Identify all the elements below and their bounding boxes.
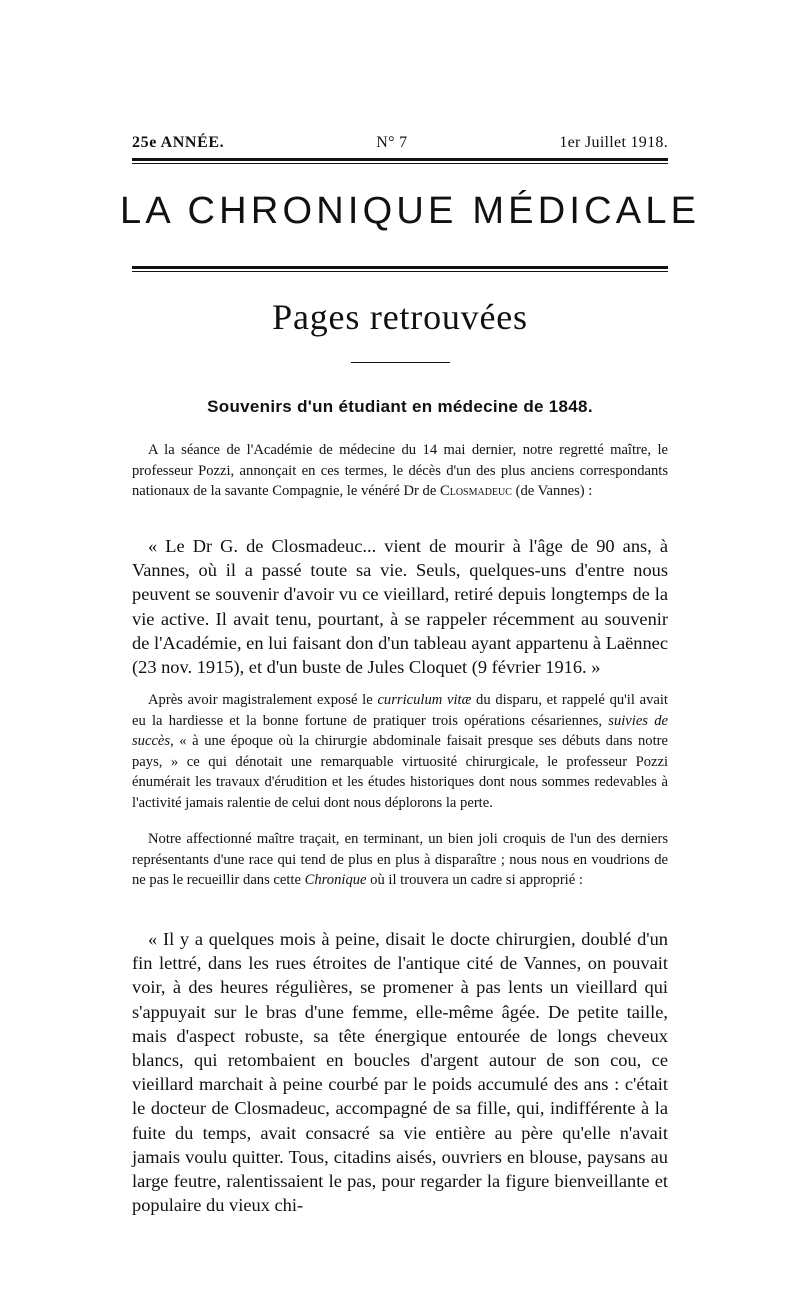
title-rule-thin	[132, 271, 668, 272]
issue-number: N° 7	[376, 134, 408, 151]
paragraph-quote-2: « Il y a quelques mois à peine, disait le docte chirurgien, doublé d'un fin lettré, dans les rues étroites de l'antique cité de Vannes, on pouvait voir, à des heures régulières, se promener à pas lents un vieillard qui s'appuyait sur le bras d'une femme, elle-même âgée. De petite taille, mais d'aspect robuste, sa tête énergique entourée de longs cheveux blancs, qui retombaient en boucles d'argent autour de son cou, ce vieillard marchait à peine courbé par le poids accumulé des ans : c'était le docteur de Closmadeuc, accompagné de sa fille, qui, indifférente à la fuite du temps, avait consacré sa vie entière au père qu'elle n'avait jamais voulu quitter. Tous, citadins aisés, ouvriers en blouse, paysans au large feutre, ralentissaient le pas, pour regarder la figure bienveillante et populaire du vieux chi-	[132, 929, 668, 1216]
issue-date: 1er Juillet 1918.	[559, 134, 668, 151]
article-title: Souvenirs d'un étudiant en médecine de 1848.	[207, 397, 593, 416]
title-rule-thick	[132, 266, 668, 269]
issue-year: 25e ANNÉE.	[132, 134, 225, 151]
section-divider	[351, 362, 450, 363]
journal-title: LA CHRONIQUE MÉDICALE	[120, 190, 701, 232]
header-rule-thick	[132, 158, 668, 161]
paragraph-curriculum: Après avoir magistralement exposé le curriculum vitæ du disparu, et rappelé qu'il avait eu la hardiesse et la bonne fortune de pratiquer trois opérations césariennes, suivies de succès, « à une époque où la chirurgie abdominale faisait presque ses débuts dans notre pays, » ce qui dénotait une remarquable virtuosité chirurgicale, le professeur Pozzi énumérait les travaux d'érudition et les études historiques dont nous sommes redevables à l'activité jamais ralentie de celui dont nous déplorons la perte.	[132, 692, 668, 811]
header-rule-thin	[132, 163, 668, 164]
section-title: Pages retrouvées	[272, 297, 528, 337]
issue-header	[132, 134, 668, 152]
paragraph-quote-1: « Le Dr G. de Closmadeuc... vient de mourir à l'âge de 90 ans, à Vannes, où il a passé toute sa vie. Seuls, quelques-uns d'entre nous peuvent se souvenir d'avoir vu ce vieillard, retiré depuis longtemps de la vie active. Il avait tenu, pourtant, à se rappeler récemment au souvenir de l'Académie, en lui faisant don d'un tableau ayant appartenu à Laënnec (23 nov. 1915), et d'un buste de Jules Cloquet (9 février 1916. »	[132, 536, 668, 678]
paragraph-croquis: Notre affectionné maître traçait, en terminant, un bien joli croquis de l'un des derniers représentants d'une race qui tend de plus en plus à disparaître ; nous nous en voudrions de ne pas le recueillir dans cette Chronique où il trouvera un cadre si approprié :	[132, 831, 668, 889]
paragraph-intro: A la séance de l'Académie de médecine du 14 mai dernier, notre regretté maître, le professeur Pozzi, annonçait en ces termes, le décès d'un des plus anciens correspondants nationaux de la savante Compagnie, le vénéré Dr de Closmadeuc (de Vannes) :	[132, 442, 668, 500]
author-name: Closmadeuc	[439, 483, 512, 500]
